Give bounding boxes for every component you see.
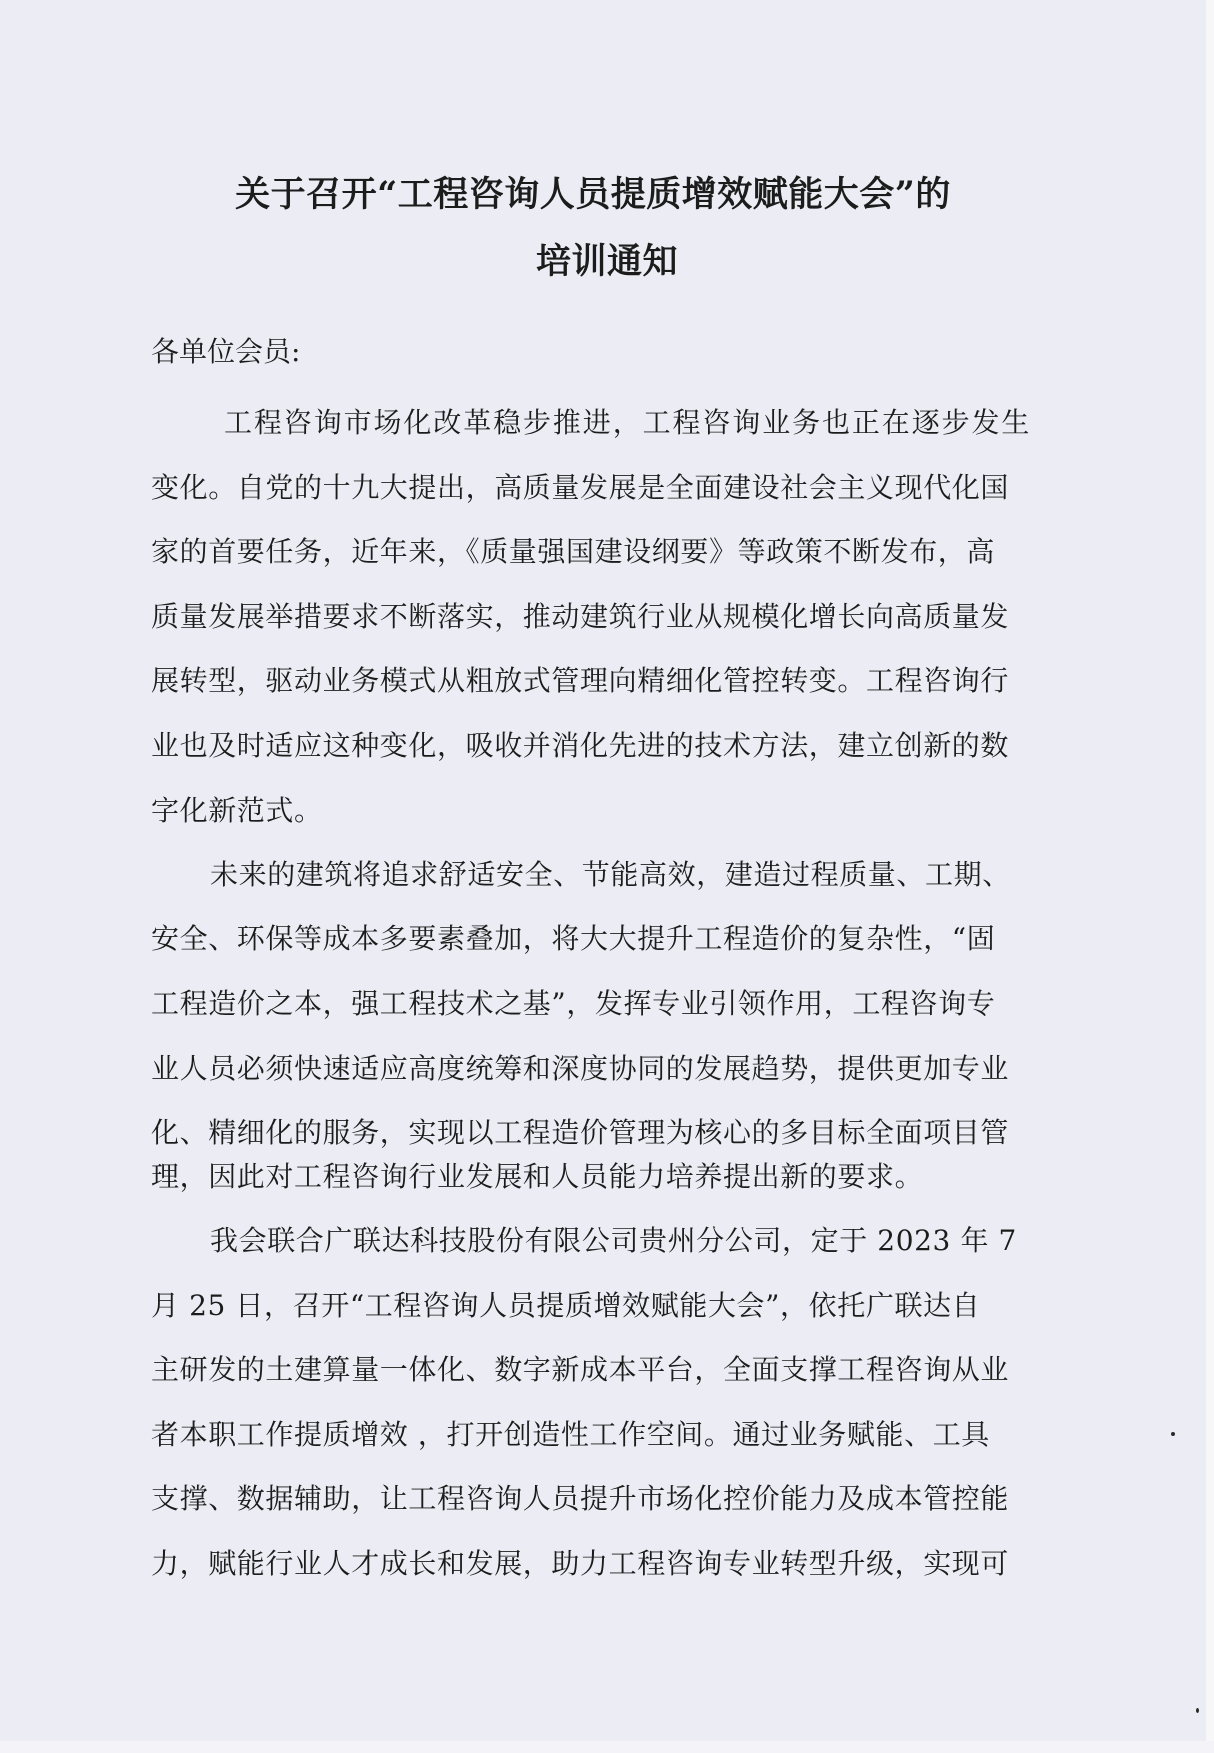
body-line: 支撑、数据辅助，让工程咨询人员提升市场化控价能力及成本管控能	[151, 1482, 1010, 1515]
body-line: 业也及时适应这种变化，吸收并消化先进的技术方法，建立创新的数	[151, 729, 1010, 762]
scan-speck	[1171, 1432, 1175, 1436]
body-line: 未来的建筑将追求舒适安全、节能高效，建造过程质量、工期、	[210, 858, 1011, 891]
document-title-line-2: 培训通知	[535, 241, 678, 282]
body-line: 工程造价之本，强工程技术之基”，发挥专业引领作用，工程咨询专	[151, 987, 996, 1020]
body-line: 字化新范式。	[151, 794, 323, 827]
body-line: 理，因此对工程咨询行业发展和人员能力培养提出新的要求。	[151, 1160, 924, 1193]
body-line: 质量发展举措要求不断落实，推动建筑行业从规模化增长向高质量发	[151, 600, 1010, 633]
document-title-line-1: 关于召开“工程咨询人员提质增效赋能大会”的	[235, 174, 951, 215]
scan-edge	[1206, 0, 1214, 1753]
body-line: 工程咨询市场化改革稳步推进，工程咨询业务也正在逐步发生	[224, 406, 1032, 439]
body-line: 化、精细化的服务，实现以工程造价管理为核心的多目标全面项目管	[151, 1116, 1010, 1149]
body-line: 月 25 日，召开“工程咨询人员提质增效赋能大会”，依托广联达自	[151, 1289, 981, 1322]
body-line: 展转型，驱动业务模式从粗放式管理向精细化管控转变。工程咨询行	[151, 664, 1010, 697]
body-line: 安全、环保等成本多要素叠加，将大大提升工程造价的复杂性，“固	[151, 922, 996, 955]
body-line: 家的首要任务，近年来，《质量强国建设纲要》等政策不断发布，高	[151, 535, 996, 568]
scan-speck	[1196, 1708, 1199, 1713]
body-line: 者本职工作提质增效 ，打开创造性工作空间。通过业务赋能、工具	[151, 1418, 990, 1451]
body-line: 变化。自党的十九大提出，高质量发展是全面建设社会主义现代化国	[151, 471, 1010, 504]
salutation: 各单位会员:	[151, 335, 301, 368]
body-line: 业人员必须快速适应高度统筹和深度协同的发展趋势，提供更加专业	[151, 1052, 1010, 1085]
scan-bottom-edge	[0, 1741, 1214, 1753]
body-line: 主研发的土建算量一体化、数字新成本平台，全面支撑工程咨询从业	[151, 1353, 1010, 1386]
body-line: 力，赋能行业人才成长和发展，助力工程咨询专业转型升级，实现可	[151, 1547, 1010, 1580]
body-line: 我会联合广联达科技股份有限公司贵州分公司，定于 2023 年 7	[210, 1224, 1017, 1257]
